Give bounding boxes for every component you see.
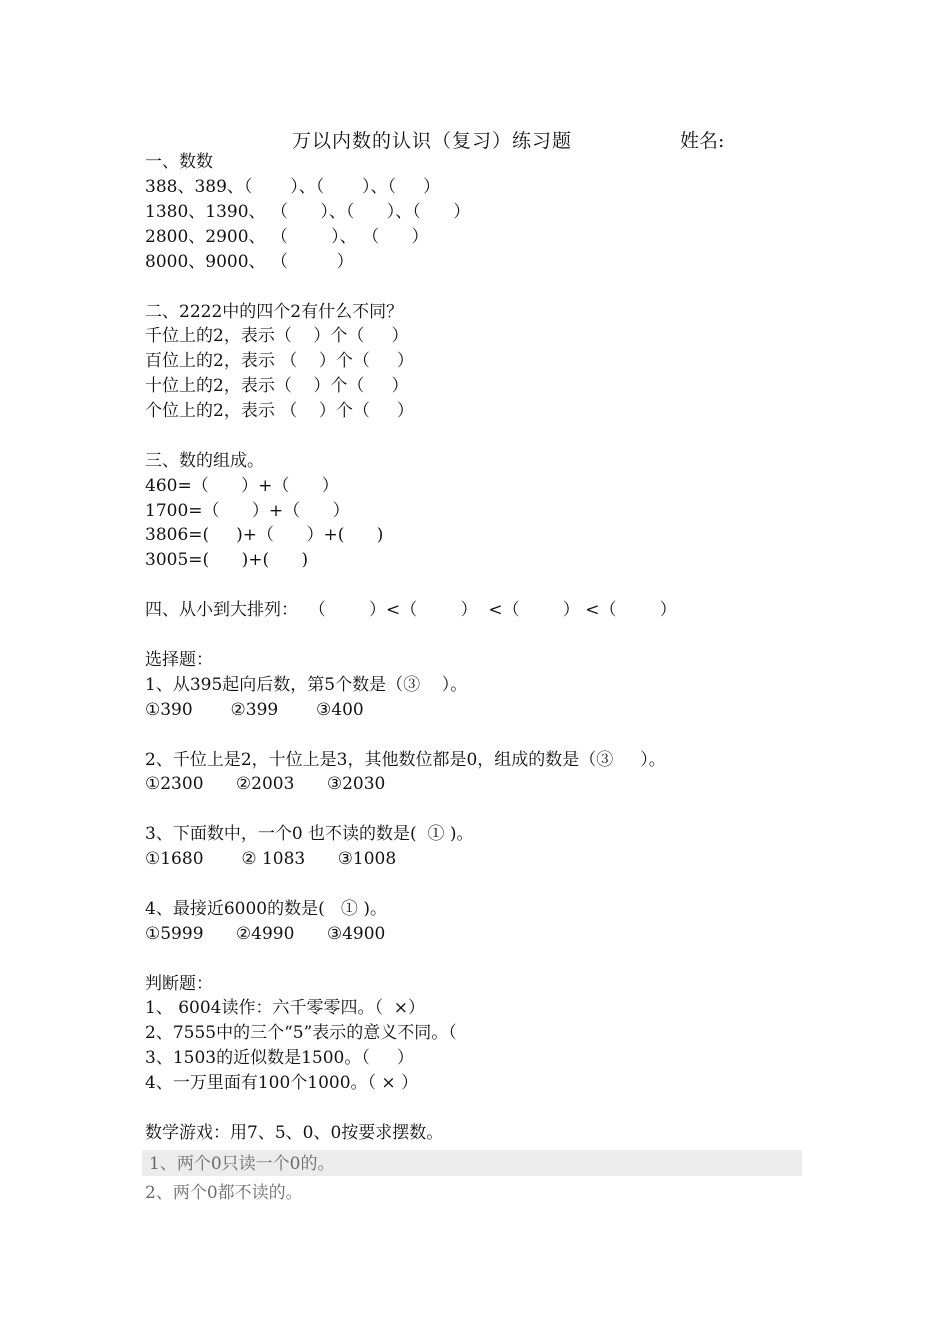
- section-heading-counting: 一、数数: [145, 152, 213, 172]
- counting-line: 8000、9000、 （ ）: [145, 252, 354, 272]
- judge-line: 2、7555中的三个“5”表示的意义不同。（: [145, 1023, 457, 1043]
- counting-line: 2800、2900、 （ ）、 （ ）: [145, 227, 429, 247]
- composition-line: 3005=( )+( ): [145, 550, 309, 570]
- place-value-line: 十位上的2，表示（ ）个（ ）: [145, 376, 409, 396]
- section-heading-game: 数学游戏：用7、5、0、0按要求摆数。: [145, 1123, 444, 1143]
- name-label: 姓名:: [680, 130, 725, 152]
- choice-question: 3、下面数中，一个0 也不读的数是( ① )。: [145, 824, 474, 844]
- section-heading-composition: 三、数的组成。: [145, 451, 264, 471]
- place-value-line: 个位上的2，表示 （ ）个（ ）: [145, 401, 414, 421]
- place-value-line: 百位上的2，表示 （ ）个（ ）: [145, 351, 414, 371]
- composition-line: 3806=( )+（ ）+( ): [145, 525, 384, 545]
- game-line: 2、两个0都不读的。: [145, 1183, 303, 1203]
- choice-question: 4、最接近6000的数是( ① )。: [145, 899, 387, 919]
- counting-line: 1380、1390、 （ ）、（ ）、（ ）: [145, 202, 471, 222]
- section-heading-ordering: 四、从小到大排列： （ ）<（ ） <（ ） <（ ）: [145, 600, 677, 620]
- counting-line: 388、389、（ ）、（ ）、（ ）: [145, 177, 441, 197]
- choice-question: 1、从395起向后数，第5个数是（③ ）。: [145, 675, 468, 695]
- choice-options: ①390 ②399 ③400: [145, 700, 364, 720]
- choice-options: ①2300 ②2003 ③2030: [145, 774, 386, 794]
- judge-line: 4、一万里面有100个1000。（ × ）: [145, 1073, 419, 1093]
- game-line: 1、两个0只读一个0的。: [149, 1154, 335, 1174]
- section-heading-choice: 选择题：: [145, 650, 213, 670]
- choice-question: 2、千位上是2，十位上是3，其他数位都是0，组成的数是（③ ）。: [145, 750, 666, 770]
- composition-line: 460=（ ）+（ ）: [145, 476, 339, 496]
- section-heading-judge: 判断题：: [145, 974, 213, 994]
- page-title: 万以内数的认识（复习）练习题: [292, 130, 573, 152]
- judge-line: 3、1503的近似数是1500。（ ）: [145, 1048, 414, 1068]
- composition-line: 1700=（ ）+（ ）: [145, 501, 350, 521]
- choice-options: ①1680 ② 1083 ③1008: [145, 849, 397, 869]
- section-heading-place-value: 二、2222中的四个2有什么不同？: [145, 302, 404, 322]
- judge-line: 1、 6004读作：六千零零四。（ ×）: [145, 998, 426, 1018]
- place-value-line: 千位上的2，表示（ ）个（ ）: [145, 326, 409, 346]
- choice-options: ①5999 ②4990 ③4900: [145, 924, 386, 944]
